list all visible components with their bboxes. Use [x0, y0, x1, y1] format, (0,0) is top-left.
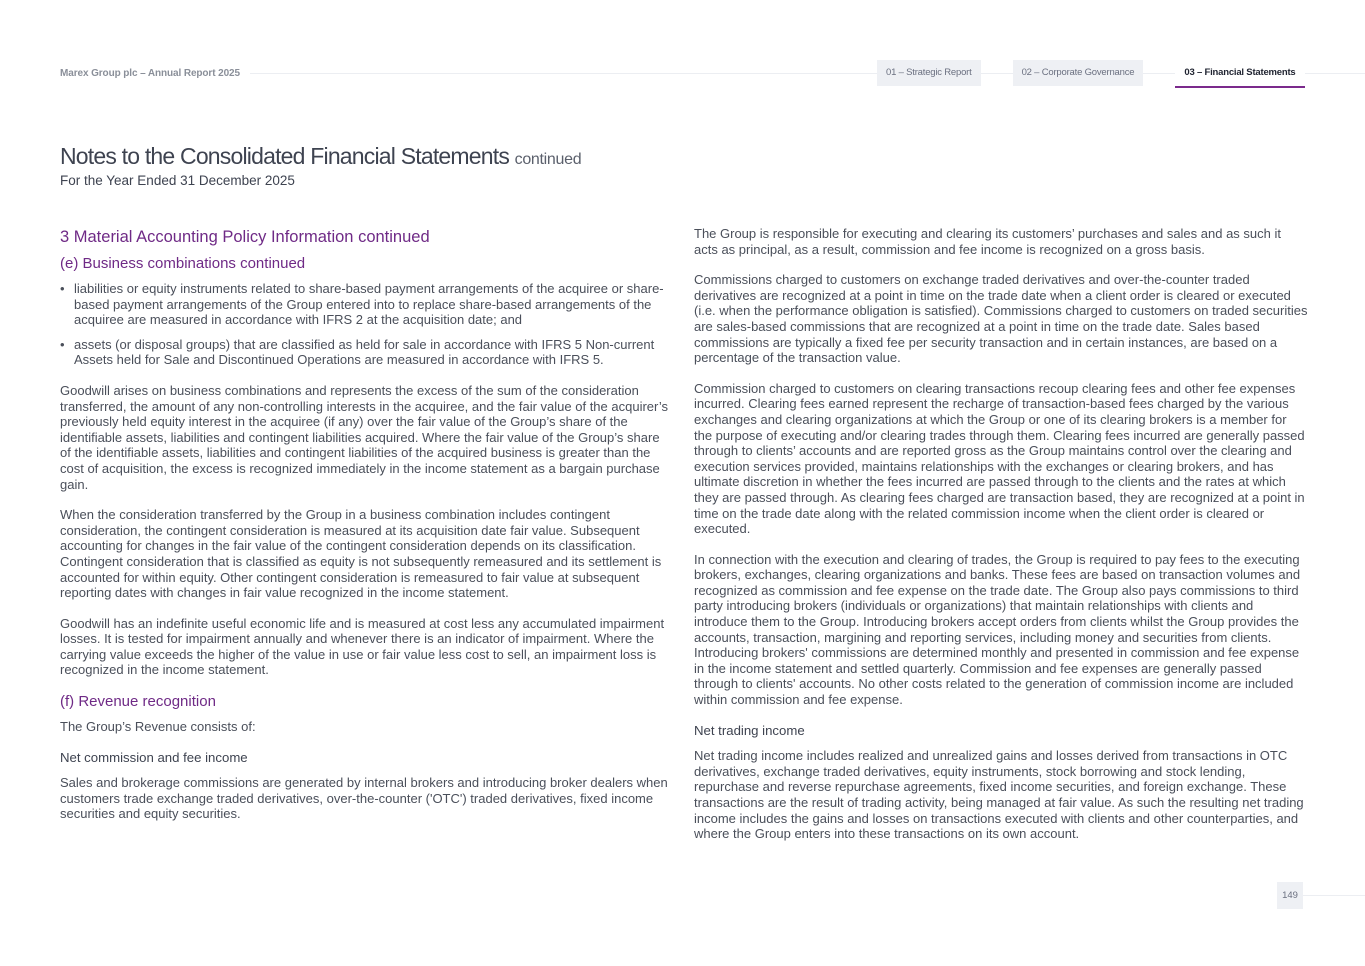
bullet-list [60, 281, 672, 368]
page-title-text: Notes to the Consolidated Financial Statements [60, 143, 510, 169]
report-title: Marex Group plc – Annual Report 2025 [60, 68, 248, 79]
paragraph: Sales and brokerage commissions are generated by internal brokers and introducing broker dealers when customers trade exchange traded derivatives, over-the-counter ('OTC') traded derivatives, fixed income securities and equity securities. [60, 775, 668, 822]
paragraph: Net trading income includes realized and unrealized gains and losses derived from transactions in OTC derivatives, exchange traded derivatives, equity instruments, stock borrowing and stock lending, repurchase and reverse repurchase agreements, fixed income securities, and foreign exchange. These transactions are the result of trading activity, being managed at fair value. As such the resulting net trading income includes the gains and losses on transactions executed with clients and other counterparties, and where the Group enters into these transactions on its own account. [694, 748, 1304, 842]
section-tabs [877, 60, 1305, 88]
page-header [60, 60, 1365, 88]
page-subtitle: For the Year Ended 31 December 2025 [60, 173, 295, 188]
tab-corporate-governance[interactable]: 02 – Corporate Governance [1013, 60, 1144, 86]
page-title-continued: continued [514, 151, 582, 168]
section-heading-continued: continued [358, 228, 430, 246]
paragraph: When the consideration transferred by the Group in a business combination includes contingent consideration, the contingent consideration is measured at its acquisition date fair value. Subsequent accounting for changes in the fair value of the contingent consideration depends on its classification. Contingent consideration that is classified as equity is not subsequently remeasured and its settlement is accounted for within equity. Other contingent consideration is remeasured to fair value at subsequent reporting dates with changes in fair value recognized in the income statement. [60, 507, 662, 601]
paragraph: The Group’s Revenue consists of: [60, 719, 256, 735]
footer-divider [1300, 895, 1365, 896]
page-title [60, 143, 760, 170]
left-column [60, 225, 672, 837]
subsection-e-heading [60, 255, 672, 273]
net-commission-heading: Net commission and fee income [60, 749, 248, 765]
paragraph: In connection with the execution and clearing of trades, the Group is required to pay fees to the executing brokers, exchanges, clearing organizations and banks. These fees are based on transaction volumes and recognized as commission and fee expense on the trade date. The Group also pays commissions to third party introducing brokers (individuals or organizations) that maintain relationships with clients and introduce them to the Group. Introducing brokers accept orders from clients whilst the Group provides the accounts, transaction, margining and reporting services, including money and securities from clients. Introducing brokers' commissions are determined monthly and presented in commission and fee expense in the income statement and settled quarterly. Commission and fee expenses are generally passed through to clients' accounts. No other costs related to the generation of commission income are included within commission and fee expense. [694, 551, 1301, 708]
paragraph: Goodwill has an indefinite useful economic life and is measured at cost less any accumulated impairment losses. It is tested for impairment annually and whenever there is an indicator of impairment. Where the carrying value exceeds the higher of the value in use or fair value less cost to sell, an impairment loss is recognized in the income statement. [60, 615, 665, 678]
right-column [694, 226, 1308, 857]
bullet-item: • assets (or disposal groups) that are classified as held for sale in accordance with IFRS 5 Non-current Assets held for Sale and Discontinued Operations are measured in accordance with IFRS 5. [60, 337, 672, 368]
paragraph: Commissions charged to customers on exchange traded derivatives and over-the-counter traded derivatives are recognized at a point in time on the trade date when a client order is cleared or executed (i.e. when the performance obligation is satisfied). Commissions charged to customers on traded securities are sales-based commissions that are recognized at a point in time on the trade date. Sales based commissions are typically a fixed fee per security transaction and in certain instances, are based on a percentage of the transaction value. [694, 272, 1308, 366]
bullet-item: • liabilities or equity instruments related to share-based payment arrangements of the acquiree or share-based payment arrangements of the Group entered into to replace share-based arrangements of the acquiree are measured in accordance with IFRS 2 at the acquisition date; and [60, 281, 672, 328]
paragraph: Commission charged to customers on clearing transactions recoup clearing fees and other fee expenses incurred. Clearing fees earned represent the recharge of transaction-based fees charged by the various exchanges and clearing organizations at which the Group or one of its clearing brokers is a member for the purpose of executing and/or clearing trades through them. Clearing fees incurred are generally passed through to clients’ accounts and are reported gross as the Group maintains control over the clearing and execution services provided, maintains relationships with the exchanges or clearing brokers, and has ultimate discretion in whether the fees incurred are passed through to the clients and the rates at which they are passed through. As clearing fees charged are transaction based, they are recognized at a point in time on the trade date along with the related commission income when the client order is cleared or executed. [694, 380, 1305, 537]
section-heading-text: 3 Material Accounting Policy Information [60, 228, 354, 246]
tab-financial-statements[interactable]: 03 – Financial Statements [1175, 60, 1304, 88]
subsection-f-heading: (f) Revenue recognition [60, 693, 216, 711]
page-heading [60, 143, 760, 188]
page-number: 149 [1277, 882, 1303, 909]
tab-strategic-report[interactable]: 01 – Strategic Report [877, 60, 981, 86]
paragraph: The Group is responsible for executing and clearing its customers’ purchases and sales and as such it acts as principal, as a result, commission and fee income is recognized on a gross basis. [694, 226, 1281, 257]
net-trading-heading: Net trading income [694, 722, 805, 738]
section-heading [60, 227, 672, 247]
subsection-e-heading-continued: continued [240, 255, 306, 272]
paragraph: Goodwill arises on business combinations and represents the excess of the sum of the consideration transferred, the amount of any non-controlling interests in the acquiree, and the fair value of the acquirer’s previously held equity interest in the acquiree (if any) over the fair value of the Group’s share of the identifiable assets, liabilities and contingent liabilities acquired. Where the fair value of the Group’s share of the identifiable assets, liabilities and contingent liabilities of the acquired business is greater than the cost of acquisition, the excess is recognized immediately in the income statement as a bargain purchase gain. [60, 382, 668, 492]
subsection-e-heading-text: (e) Business combinations [60, 255, 236, 272]
